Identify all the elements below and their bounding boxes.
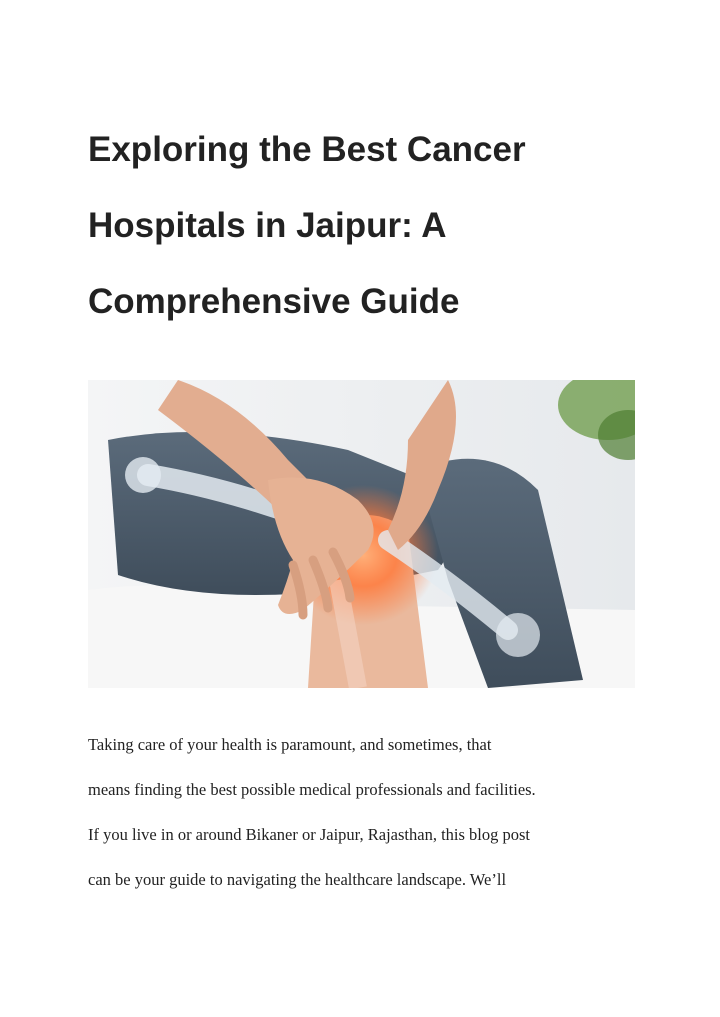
- title-line-3: Comprehensive Guide: [88, 282, 460, 321]
- article-body: [88, 722, 658, 902]
- article-title: [88, 112, 648, 340]
- knee-pain-photo-illustration: [88, 380, 635, 688]
- body-line-3: If you live in or around Bikaner or Jaipur, Rajasthan, this blog post: [88, 825, 531, 844]
- title-line-1: Exploring the Best Cancer: [88, 130, 526, 169]
- body-line-4: can be your guide to navigating the healthcare landscape. We’ll: [88, 870, 507, 889]
- title-line-2: Hospitals in Jaipur: A: [88, 206, 447, 245]
- body-line-2: means finding the best possible medical professionals and facilities.: [88, 780, 536, 799]
- body-line-1: Taking care of your health is paramount, and sometimes, that: [88, 735, 492, 754]
- hero-image: [88, 380, 635, 688]
